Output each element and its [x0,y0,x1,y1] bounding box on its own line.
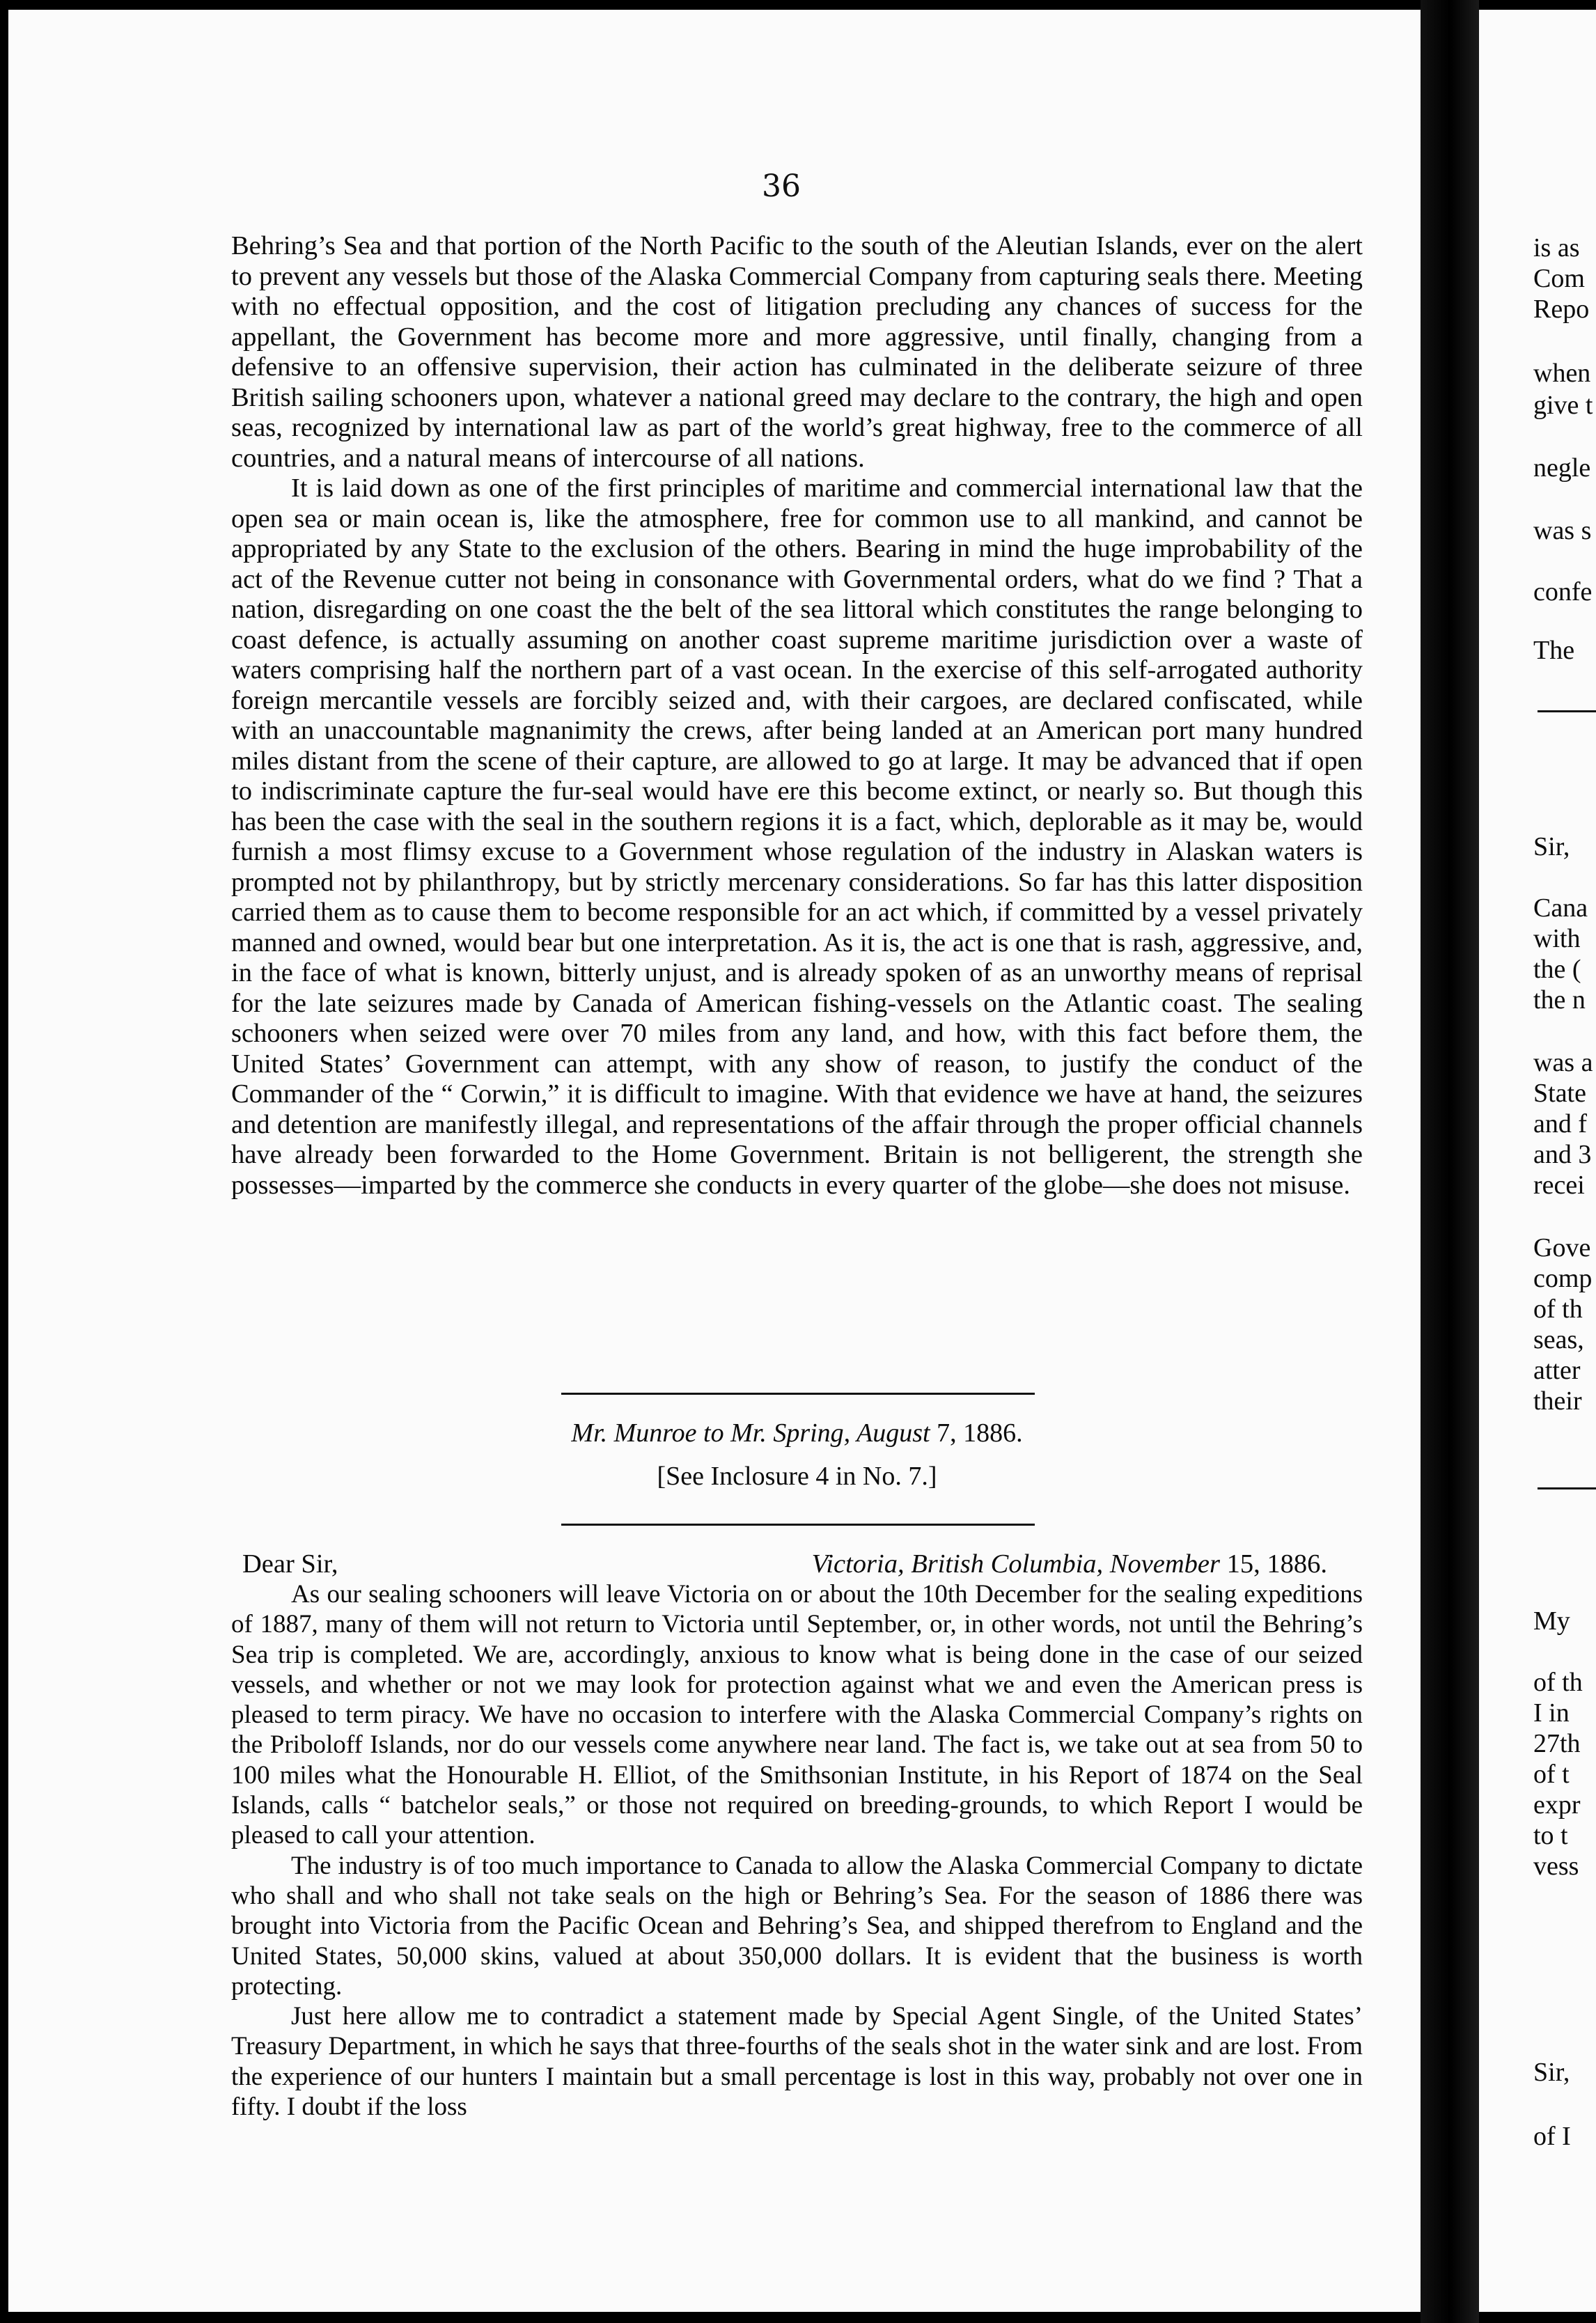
letter-paragraph-1: As our sealing schooners will leave Victoria on or about the 10th December for the sealing expeditions of 1887, many of them will not return to Victoria until September, or, in other words, not until the Behring’s Sea trip is completed. We are, accordingly, anxious to know what is being done in the case of our seized vessels, and whether or not we may look for protection against what we and even the American press is pleased to term piracy. We have no occasion to interfere with the Alaska Commercial Company’s rights on the Priboloff Islands, nor do our vessels come anywhere near land. The fact is, we take out at sea from 50 to 100 miles what the Honourable H. Elliot, of the Smithsonian Institute, in his Report of 1874 on the Seal Islands, calls “ batchelor seals,” or those not required on breeding-grounds, to which Report I would be pleased to call your attention. [231,1580,1363,1850]
letter-paragraph-3: Just here allow me to contradict a statement made by Special Agent Single, of the United States’ Treasury Department, in which he says that three-fourths of the seals shot in the water sink and are lost. From the experience of our hunters I maintain but a small percentage is lost in this way, probably not over one in fifty. I doubt if the loss [231,2002,1363,2122]
facing-fragment: comp [1533,1264,1593,1293]
facing-fragment: their [1533,1386,1582,1416]
facing-fragment: Gove [1533,1233,1591,1262]
facing-fragment: was a [1533,1048,1593,1077]
dateline [812,1549,1327,1579]
heading-date: 7, 1886. [937,1418,1023,1448]
facing-rule [1538,710,1596,712]
facing-fragment: the ( [1533,955,1581,984]
facing-fragment: of I [1533,2122,1571,2151]
page-number: 36 [762,169,801,204]
facing-fragment: when [1533,359,1591,388]
facing-fragment: Com [1533,264,1585,293]
facing-fragment: of th [1533,1295,1583,1324]
paragraph-1: Behring’s Sea and that portion of the North Pacific to the south of the Aleutian Islands, ever on the alert to prevent any vessels but those of the Alaska Commercial Company from capturing seals there. Meeting with no effectual opposition, and the cost of litigation precluding any chances of success for the appellant, the Government has become more and more aggressive, until finally, changing from a defensive to an offensive supervision, their action has culminated in the deliberate seizure of three British sailing schooners upon, whatever a national greed may declare to the contrary, the high and open seas, recognized by international law as part of the world’s great highway, free to the commerce of all countries, and a natural means of intercourse of all nations. [231,231,1363,473]
letter-heading [231,1418,1363,1448]
facing-fragment: Sir, [1533,832,1570,861]
facing-fragment: 27th [1533,1729,1581,1758]
facing-page-edge [1479,10,1596,2312]
letter-paragraph-2: The industry is of too much importance to Canada to allow the Alaska Commercial Company to dictate who shall and who shall not take seals on the high or Behring’s Sea. For the season of 1886 there was brought into Victoria from the Pacific Ocean and Behring’s Sea, and shipped therefrom to England and the United States, 50,000 skins, valued at about 350,000 dollars. It is evident that the business is worth protecting. [231,1851,1363,2001]
facing-fragment: negle [1533,453,1591,483]
salutation: Dear Sir, [242,1549,338,1579]
facing-fragment: confe [1533,577,1593,607]
facing-fragment: vess [1533,1852,1579,1881]
section-rule-top [561,1393,1035,1395]
facing-fragment: to t [1533,1821,1568,1850]
section-rule-bottom [561,1524,1035,1526]
inclosure-note: [See Inclosure 4 in No. 7.] [657,1462,937,1491]
facing-fragment: The [1533,636,1575,665]
facing-fragment: of th [1533,1668,1583,1697]
facing-rule [1538,1487,1596,1489]
facing-fragment: is as [1533,233,1580,263]
body-text [231,231,1363,1200]
dateline-place: Victoria, British Columbia, November [811,1549,1227,1579]
facing-fragment: State [1533,1079,1586,1108]
facing-fragment: Sir, [1533,2058,1570,2087]
dateline-date: 15, 1886. [1226,1549,1327,1579]
letter-body [231,1579,1363,2122]
facing-fragment: with [1533,924,1581,953]
facing-fragment: seas, [1533,1325,1584,1354]
heading-title: Mr. Munroe to Mr. Spring, August [571,1418,937,1448]
paragraph-2: It is laid down as one of the first principles of maritime and commercial international law that the open sea or main ocean is, like the atmosphere, free for common use to all mankind, and cannot be appropriated by any State to the exclusion of the others. Bearing in mind the huge improbability of the act of the Revenue cutter not being in consonance with Governmental orders, what do we find ? That a nation, disregarding on one coast the the belt of the sea littoral which constitutes the range belonging to coast defence, is actually assuming on another coast supreme maritime jurisdiction over a waste of waters comprising half the northern part of a vast ocean. In the exercise of this self-arrogated authority foreign mercantile vessels are forcibly seized and, with their cargoes, are declared confiscated, while with an unaccountable magnanimity the crews, after being landed at an American port many hundred miles distant from the scene of their capture, are allowed to go at large. It may be advanced that if open to indiscriminate capture the fur-seal would have ere this become extinct, or nearly so. But though this has been the case with the seal in the southern regions it is a fact, which, deplorable as it may be, would furnish a most flimsy excuse to a Government whose regulation of the industry in Alaskan waters is prompted not by philanthropy, but by strictly mercenary considerations. So far has this latter disposition carried them as to cause them to become responsible for an act which, if committed by a vessel privately manned and owned, would bear but one interpretation. As it is, the act is one that is rash, aggressive, and, in the face of what is known, bitterly unjust, and is already spoken of as an unworthy means of reprisal for the late seizures made by Canada of American fishing-vessels on the Atlantic coast. The sealing schooners when seized were over 70 miles from any land, and how, with this fact before them, the United States’ Government can attempt, with any show of reason, to justify the conduct of the Commander of the “ Corwin,” it is difficult to imagine. With that evidence we have at hand, the seizures and detention are manifestly illegal, and representations of the affair through the proper official channels have already been forwarded to the Home Government. Britain is not belligerent, the strength she possesses—imparted by the commerce she conducts in every quarter of the globe—she does not misuse. [231,474,1363,1200]
facing-fragment: the n [1533,985,1586,1015]
facing-fragment: I in [1533,1698,1570,1728]
facing-fragment: and f [1533,1109,1588,1139]
facing-fragment: was s [1533,516,1592,545]
facing-fragment: of t [1533,1760,1570,1789]
gutter-shadow [1421,0,1479,2323]
facing-fragment: Repo [1533,295,1590,324]
facing-fragment: and 3 [1533,1140,1592,1169]
facing-fragment: expr [1533,1790,1581,1820]
facing-fragment: atter [1533,1356,1581,1385]
facing-fragment: Cana [1533,893,1588,923]
facing-fragment: give t [1533,391,1593,420]
facing-fragment: My [1533,1606,1570,1636]
facing-fragment: recei [1533,1171,1585,1200]
document-page [8,10,1421,2312]
